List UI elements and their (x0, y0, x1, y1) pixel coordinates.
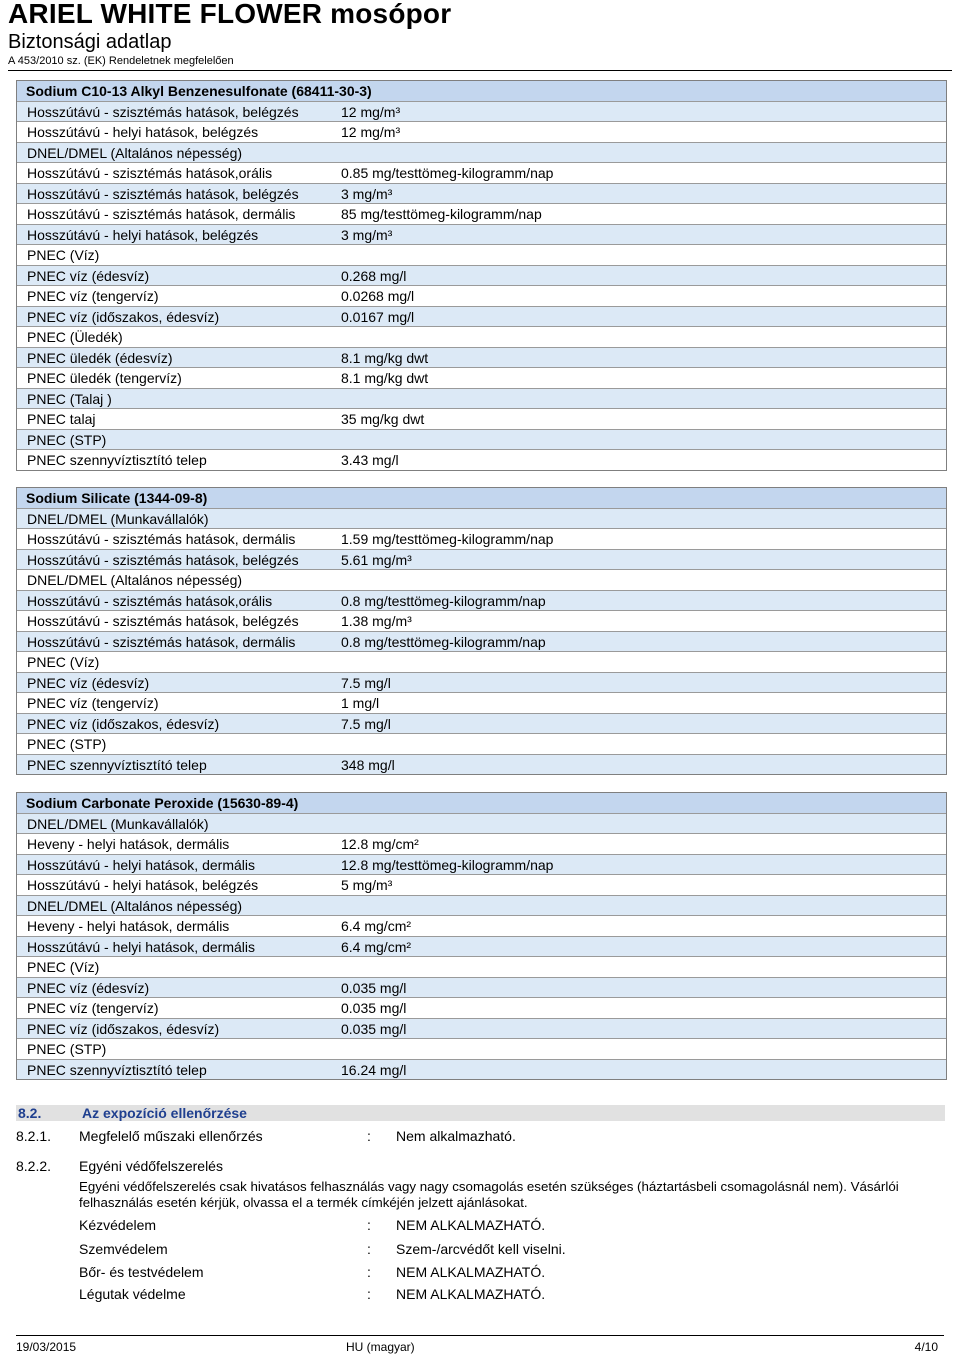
parameter-label: PNEC víz (tengervíz) (27, 695, 159, 711)
table-row (17, 916, 946, 937)
substance-title: Sodium Silicate (1344-09-8) (26, 490, 208, 506)
parameter-label: Hosszútávú - helyi hatások, dermális (27, 938, 255, 955)
parameter-value: 3 mg/m³ (341, 185, 393, 202)
table-row (17, 163, 946, 184)
personal-label: Egyéni védőfelszerelés (79, 1158, 223, 1174)
parameter-label: Hosszútávú - szisztémás hatások, belégzés (27, 185, 299, 202)
parameter-label: PNEC (Víz) (27, 959, 100, 975)
table-row (17, 855, 946, 876)
parameter-value: 7.5 mg/l (341, 715, 391, 732)
parameter-value: 0.035 mg/l (341, 1000, 407, 1016)
ppe-value: NEM ALKALMAZHATÓ. (396, 1286, 546, 1302)
table-row (17, 122, 946, 143)
parameter-label: PNEC (Talaj ) (27, 390, 112, 407)
parameter-value (341, 652, 946, 672)
parameter-value: 348 mg/l (341, 756, 395, 773)
table-row (17, 814, 946, 835)
parameter-label: Heveny - helyi hatások, dermális (27, 836, 230, 852)
header-divider (8, 70, 952, 71)
parameter-label: Hosszútávú - szisztémás hatások, belégzés (27, 103, 299, 120)
parameter-label: PNEC (STP) (27, 736, 107, 752)
parameter-value: 0.85 mg/testtömeg-kilogramm/nap (341, 165, 554, 181)
parameter-value (341, 389, 946, 409)
footer-date: 19/03/2015 (16, 1340, 77, 1354)
table-row (17, 204, 946, 225)
parameter-label: PNEC (STP) (27, 431, 107, 448)
ppe-separator: : (367, 1286, 371, 1302)
technical-separator: : (367, 1128, 371, 1144)
ppe-label: Bőr- és testvédelem (79, 1264, 204, 1280)
table-row (17, 875, 946, 896)
table-row (17, 978, 946, 999)
table-row (17, 896, 946, 917)
technical-value: Nem alkalmazható. (396, 1128, 516, 1144)
parameter-value: 3.43 mg/l (341, 452, 399, 468)
parameter-label: DNEL/DMEL (Munkavállalók) (27, 815, 209, 832)
parameter-label: PNEC szennyvíztisztító telep (27, 756, 207, 773)
ppe-separator: : (367, 1264, 371, 1280)
table-row (17, 368, 946, 389)
table-row (17, 632, 946, 653)
parameter-value: 8.1 mg/kg dwt (341, 370, 429, 386)
parameter-value: 5 mg/m³ (341, 877, 393, 893)
parameter-value (341, 896, 946, 916)
parameter-value: 0.8 mg/testtömeg-kilogramm/nap (341, 633, 546, 650)
parameter-value: 5.61 mg/m³ (341, 551, 412, 568)
table-row (17, 1060, 946, 1080)
parameter-label: PNEC üledék (édesvíz) (27, 349, 173, 366)
parameter-label: DNEL/DMEL (Altalános népesség) (27, 572, 243, 588)
parameter-value: 1 mg/l (341, 695, 380, 711)
table-row (17, 102, 946, 123)
parameter-value: 0.035 mg/l (341, 1020, 407, 1037)
parameter-value: 0.035 mg/l (341, 979, 407, 996)
parameter-label: Hosszútávú - helyi hatások, belégzés (27, 226, 259, 243)
parameter-value (341, 957, 946, 977)
ppe-label: Légutak védelme (79, 1286, 186, 1302)
parameter-label: DNEL/DMEL (Altalános népesség) (27, 144, 243, 161)
substance-title-row (17, 793, 946, 814)
parameter-value: 12 mg/m³ (341, 103, 401, 120)
table-row (17, 570, 946, 591)
parameter-value (341, 814, 946, 834)
footer-page: 4/10 (914, 1340, 938, 1354)
table-row (17, 957, 946, 978)
table-row (17, 245, 946, 266)
table-row (17, 734, 946, 755)
parameter-value: 12.8 mg/cm² (341, 836, 419, 852)
table-row (17, 409, 946, 430)
parameter-value: 3 mg/m³ (341, 226, 393, 243)
ppe-value: NEM ALKALMAZHATÓ. (396, 1217, 546, 1233)
table-row (17, 937, 946, 958)
parameter-value (341, 734, 946, 754)
parameter-label: Hosszútávú - szisztémás hatások, belégzés (27, 551, 299, 568)
table-row (17, 143, 946, 164)
table-row (17, 286, 946, 307)
substance-title-row (17, 488, 946, 509)
technical-label: Megfelelő műszaki ellenőrzés (79, 1128, 263, 1144)
table-row (17, 529, 946, 550)
table-row (17, 755, 946, 775)
table-row (17, 591, 946, 612)
table-row (17, 550, 946, 571)
parameter-value (341, 430, 946, 450)
parameter-label: PNEC víz (édesvíz) (27, 674, 150, 691)
parameter-value (341, 143, 946, 163)
parameter-label: Heveny - helyi hatások, dermális (27, 918, 230, 934)
parameter-label: Hosszútávú - szisztémás hatások, dermális (27, 206, 296, 222)
substance-table (16, 487, 947, 775)
parameter-label: PNEC víz (tengervíz) (27, 288, 159, 304)
parameter-value: 1.59 mg/testtömeg-kilogramm/nap (341, 531, 554, 547)
parameter-label: Hosszútávú - szisztémás hatások, dermális (27, 531, 296, 547)
parameter-label: DNEL/DMEL (Munkavállalók) (27, 510, 209, 527)
parameter-value: 1.38 mg/m³ (341, 613, 412, 629)
ppe-separator: : (367, 1217, 371, 1233)
parameter-label: PNEC üledék (tengervíz) (27, 370, 182, 386)
parameter-label: Hosszútávú - szisztémás hatások,orális (27, 592, 273, 609)
personal-paragraph: Egyéni védőfelszerelés csak hivatásos felhasználás vagy nagy csomagolás esetén szükséges (háztartásbeli csomagolásnál nem). Vásárlói felhasználás esetén kérjük, olvassa el a termék címkéjén jelzett ajánlásokat. (79, 1179, 899, 1210)
parameter-value (341, 509, 946, 529)
parameter-label: PNEC talaj (27, 411, 96, 427)
parameter-value: 35 mg/kg dwt (341, 411, 425, 427)
footer-divider (16, 1335, 944, 1336)
parameter-value: 12.8 mg/testtömeg-kilogramm/nap (341, 856, 554, 873)
table-row (17, 652, 946, 673)
substance-title: Sodium Carbonate Peroxide (15630-89-4) (26, 795, 299, 811)
regulation-note: A 453/2010 sz. (EK) Rendeletnek megfelelően (8, 55, 234, 67)
parameter-label: PNEC víz (időszakos, édesvíz) (27, 1020, 220, 1037)
parameter-value: 0.8 mg/testtömeg-kilogramm/nap (341, 592, 546, 609)
table-row (17, 834, 946, 855)
table-row (17, 1039, 946, 1060)
parameter-value: 0.0268 mg/l (341, 288, 415, 304)
parameter-label: PNEC (Víz) (27, 247, 100, 263)
parameter-value: 6.4 mg/cm² (341, 918, 412, 934)
parameter-value: 7.5 mg/l (341, 674, 391, 691)
document-subtitle: Biztonsági adatlap (8, 31, 172, 53)
technical-number: 8.2.1. (16, 1128, 52, 1144)
section-title: Az expozíció ellenőrzése (82, 1105, 247, 1121)
parameter-label: Hosszútávú - helyi hatások, belégzés (27, 877, 259, 893)
parameter-label: Hosszútávú - szisztémás hatások, dermális (27, 633, 296, 650)
ppe-separator: : (367, 1241, 371, 1257)
table-row (17, 1019, 946, 1040)
personal-number: 8.2.2. (16, 1158, 52, 1174)
table-row (17, 266, 946, 287)
parameter-value: 12 mg/m³ (341, 124, 401, 140)
substance-title-row (17, 81, 946, 102)
parameter-value (341, 1039, 946, 1059)
table-row (17, 348, 946, 369)
parameter-value: 0.268 mg/l (341, 267, 407, 284)
parameter-value (341, 327, 946, 347)
parameter-label: PNEC víz (időszakos, édesvíz) (27, 308, 220, 325)
table-row (17, 225, 946, 246)
parameter-label: Hosszútávú - szisztémás hatások,orális (27, 165, 273, 181)
table-row (17, 430, 946, 451)
ppe-value: Szem-/arcvédőt kell viselni. (396, 1241, 566, 1257)
table-row (17, 389, 946, 410)
parameter-label: DNEL/DMEL (Altalános népesség) (27, 897, 243, 914)
parameter-label: Hosszútávú - szisztémás hatások, belégzés (27, 613, 299, 629)
table-row (17, 327, 946, 348)
table-row (17, 450, 946, 470)
footer-language: HU (magyar) (346, 1340, 415, 1354)
ppe-label: Szemvédelem (79, 1241, 168, 1257)
parameter-label: PNEC (Víz) (27, 654, 100, 670)
parameter-value: 6.4 mg/cm² (341, 938, 412, 955)
parameter-value (341, 570, 946, 590)
parameter-value (341, 245, 946, 265)
parameter-label: PNEC víz (édesvíz) (27, 979, 150, 996)
table-row (17, 184, 946, 205)
substance-title: Sodium C10-13 Alkyl Benzenesulfonate (68411-30-3) (26, 83, 372, 99)
table-row (17, 509, 946, 530)
parameter-value: 8.1 mg/kg dwt (341, 349, 429, 366)
table-row (17, 998, 946, 1019)
parameter-label: Hosszútávú - helyi hatások, belégzés (27, 124, 259, 140)
section-heading-8-2 (16, 1105, 945, 1121)
parameter-label: PNEC víz (időszakos, édesvíz) (27, 715, 220, 732)
parameter-label: PNEC víz (édesvíz) (27, 267, 150, 284)
parameter-value: 16.24 mg/l (341, 1061, 407, 1078)
parameter-label: Hosszútávú - helyi hatások, dermális (27, 856, 255, 873)
substance-table (16, 792, 947, 1080)
parameter-label: PNEC szennyvíztisztító telep (27, 452, 207, 468)
substance-table (16, 80, 947, 471)
parameter-label: PNEC víz (tengervíz) (27, 1000, 159, 1016)
table-row (17, 693, 946, 714)
section-number: 8.2. (18, 1105, 42, 1121)
parameter-label: PNEC (Üledék) (27, 329, 123, 345)
product-title: ARIEL WHITE FLOWER mosópor (8, 0, 452, 29)
ppe-value: NEM ALKALMAZHATÓ. (396, 1264, 546, 1280)
parameter-label: PNEC szennyvíztisztító telep (27, 1061, 207, 1078)
table-row (17, 714, 946, 735)
ppe-label: Kézvédelem (79, 1217, 157, 1233)
table-row (17, 307, 946, 328)
table-row (17, 611, 946, 632)
table-row (17, 673, 946, 694)
parameter-value: 0.0167 mg/l (341, 308, 415, 325)
parameter-value: 85 mg/testtömeg-kilogramm/nap (341, 206, 542, 222)
parameter-label: PNEC (STP) (27, 1041, 107, 1057)
